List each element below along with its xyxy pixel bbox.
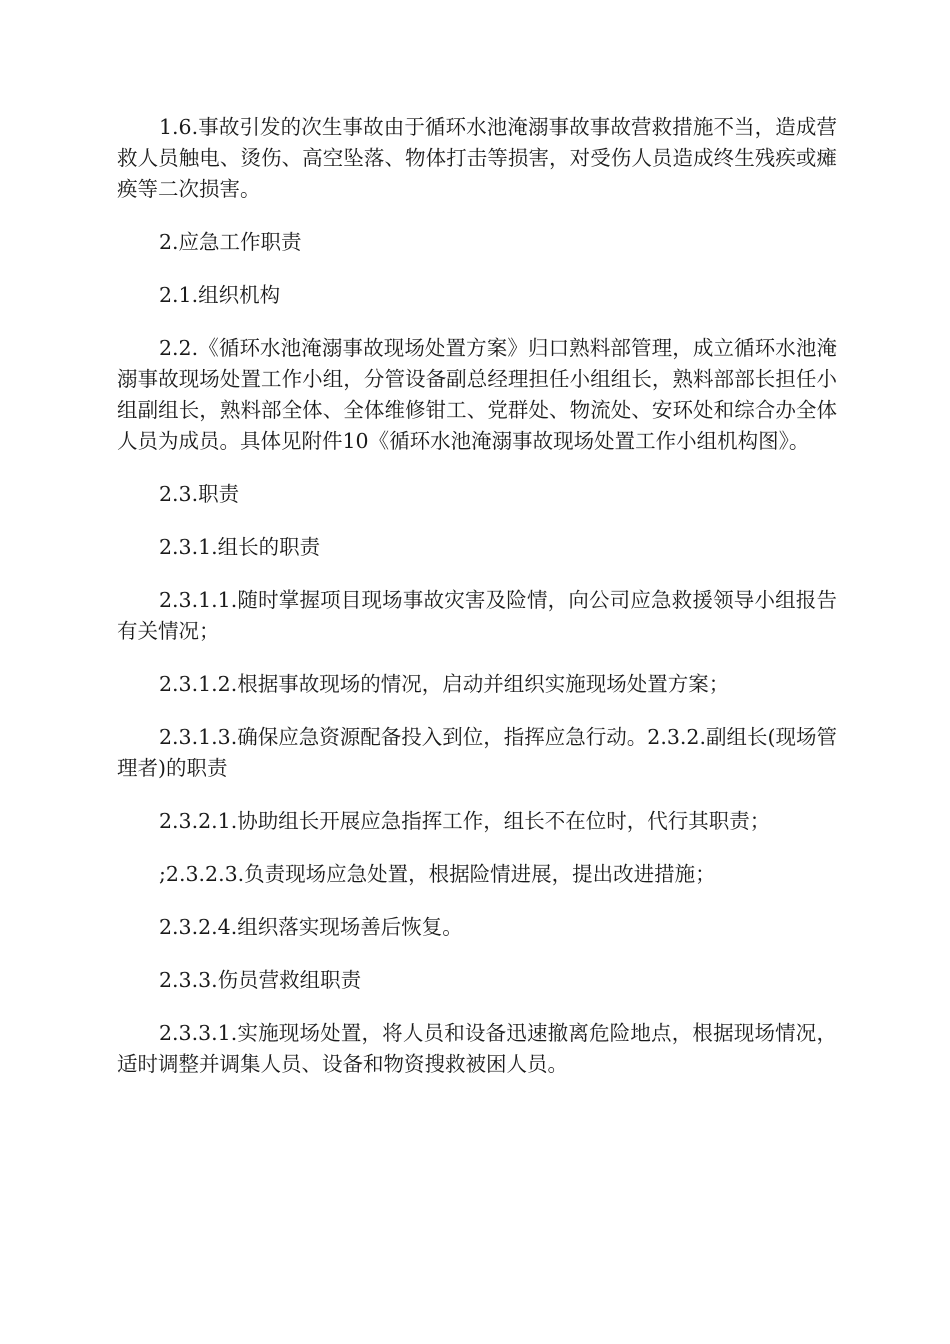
heading-2-3-responsibilities: 2.3.职责 [159,482,240,506]
paragraph-2-3-2-3: ;2.3.2.3.负责现场应急处置，根据险情进展，提出改进措施； [159,862,716,886]
paragraph-2-3-3-1: 2.3.3.1.实施现场处置，将人员和设备迅速撤离危险地点，根据现场情况，适时调整并调集人员、设备和物资搜救被困人员。 [117,1021,837,1076]
paragraph-2-3-2-4: 2.3.2.4.组织落实现场善后恢复。 [159,915,463,939]
heading-2-1-organization: 2.1.组织机构 [159,283,281,307]
paragraph-2-2-working-group: 2.2.《循环水池淹溺事故现场处置方案》归口熟料部管理，成立循环水池淹溺事故现场处置工作小组，分管设备副总经理担任小组组长，熟料部部长担任小组副组长，熟料部全体、全体维修钳工、党群处、物流处、安环处和综合办全体人员为成员。具体见附件10《循环水池淹溺事故现场处置工作小组机构图》。 [117,336,837,453]
paragraph-2-3-1-3: 2.3.1.3.确保应急资源配备投入到位，指挥应急行动。2.3.2.副组长(现场管理者)的职责 [117,725,837,780]
heading-2-emergency-duties: 2.应急工作职责 [159,230,302,254]
paragraph-2-3-1-1: 2.3.1.1.随时掌握项目现场事故灾害及险情，向公司应急救援领导小组报告有关情况； [117,588,837,643]
document-body [117,112,837,1102]
paragraph-2-3-2-1: 2.3.2.1.协助组长开展应急指挥工作，组长不在位时，代行其职责； [159,809,771,833]
paragraph-1-6-secondary-accident: 1.6.事故引发的次生事故由于循环水池淹溺事故事故营救措施不当，造成营救人员触电、烫伤、高空坠落、物体打击等损害，对受伤人员造成终生残疾或瘫痪等二次损害。 [117,115,837,201]
paragraph-2-3-1-2: 2.3.1.2.根据事故现场的情况，启动并组织实施现场处置方案； [159,672,730,696]
heading-2-3-1-leader-duties: 2.3.1.组长的职责 [159,535,321,559]
heading-2-3-3-rescue-group: 2.3.3.伤员营救组职责 [159,968,362,992]
